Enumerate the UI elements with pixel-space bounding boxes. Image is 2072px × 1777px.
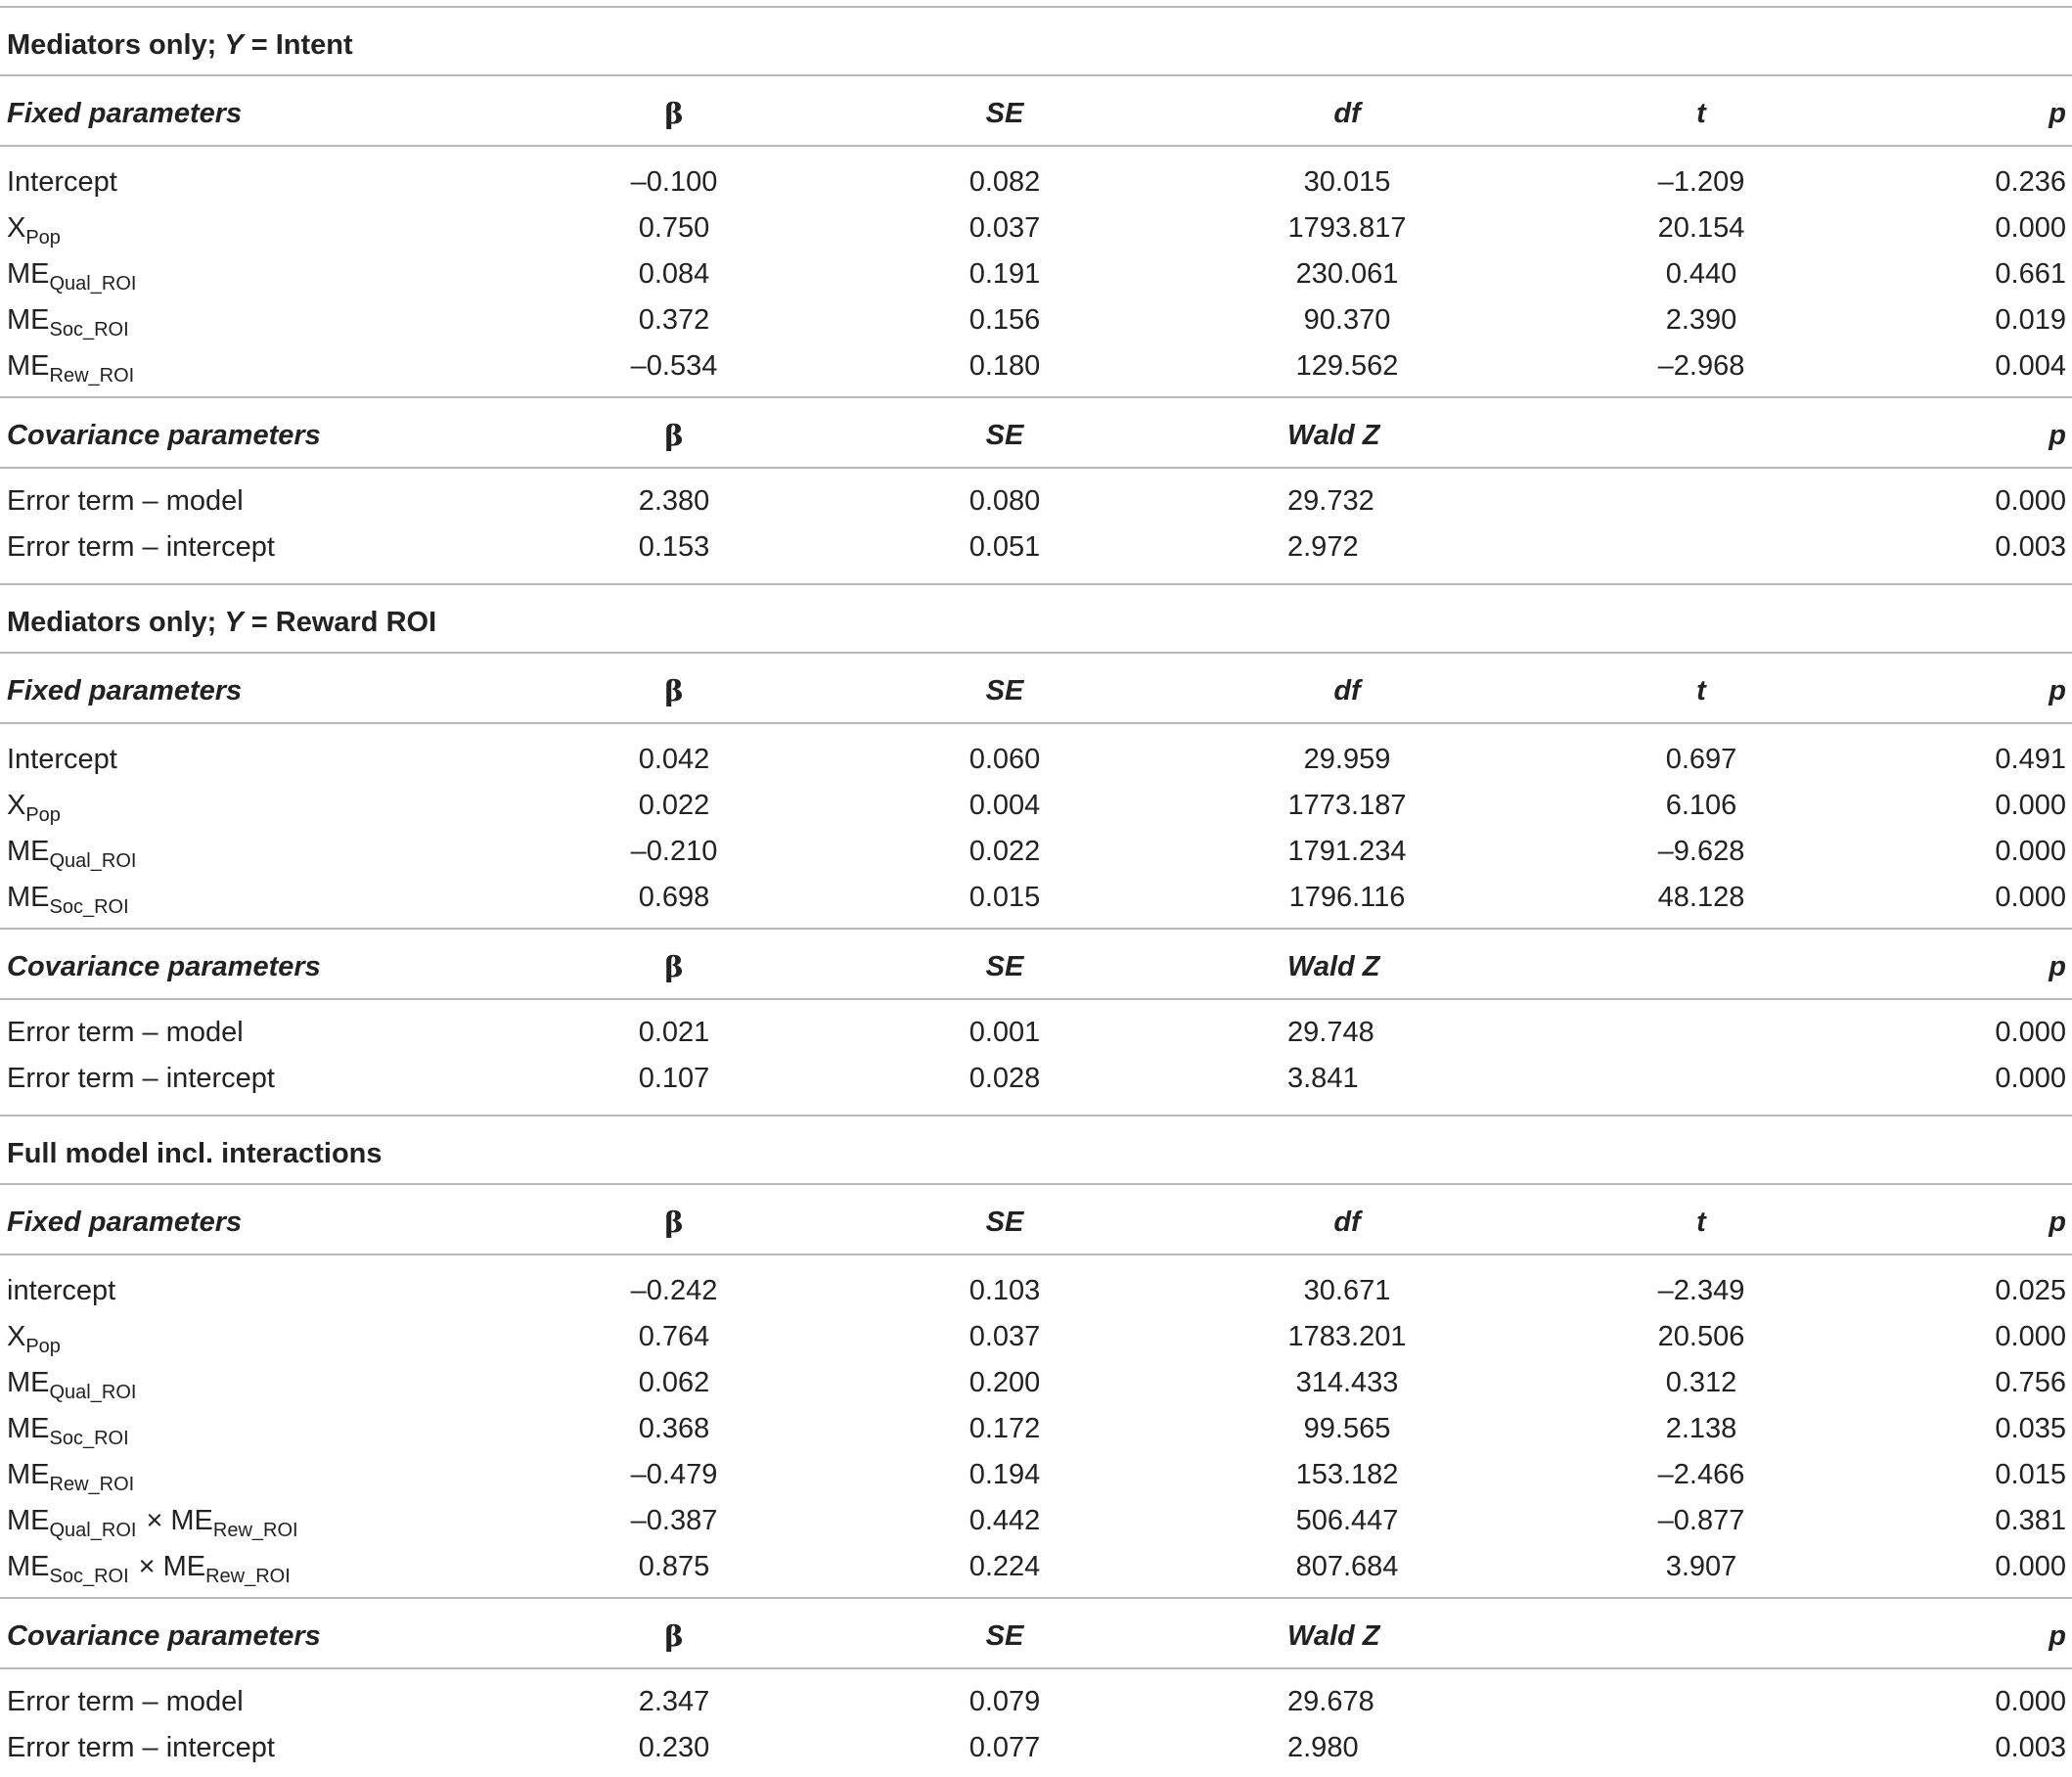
beta-value-text: 0.084 [638, 258, 710, 290]
section-title [7, 1119, 383, 1188]
error-term-label [7, 1679, 244, 1725]
section-title-prefix: Mediators only; [7, 29, 225, 61]
p-header-text: p [2049, 951, 2066, 982]
covariance-params-label [7, 933, 321, 1001]
df-value-text: 1796.116 [1288, 882, 1406, 913]
times-symbol: × [138, 1551, 156, 1582]
error-term-label [7, 1056, 275, 1102]
table-row [0, 159, 2072, 205]
parameter-main: ME [7, 1505, 50, 1536]
covariance-params-label-text: Covariance parameters [7, 951, 321, 982]
t-value-text: 0.697 [1665, 744, 1737, 775]
p-header-text: p [2049, 675, 2066, 706]
p-value-text: 0.381 [1995, 1505, 2066, 1536]
df-value-text: 99.565 [1303, 1413, 1391, 1444]
p-value [1995, 1010, 2066, 1056]
table-rule [0, 722, 2072, 724]
t-value-text: 0.312 [1665, 1367, 1737, 1398]
se-header-text: SE [985, 420, 1024, 451]
df-value-text: 1793.817 [1287, 212, 1407, 244]
parameter-main: intercept [7, 1275, 116, 1306]
section-title-variable: Y [224, 607, 244, 638]
t-value-text: 2.390 [1665, 304, 1737, 336]
df-value-text: 30.671 [1303, 1275, 1391, 1306]
parameter-label [7, 783, 61, 829]
df-value-text: 30.015 [1303, 166, 1391, 198]
df-value-text: 314.433 [1295, 1367, 1399, 1398]
beta-value-text: 0.764 [638, 1321, 710, 1352]
parameter-subscript: Rew_ROI [49, 365, 135, 387]
se-value-text: 0.022 [968, 836, 1041, 867]
df-value-text: 1773.187 [1287, 790, 1407, 821]
p-value-text: 0.003 [1995, 531, 2066, 563]
beta-value-text: 0.042 [638, 744, 710, 775]
fixed-params-label [7, 1188, 242, 1256]
parameter-label [7, 1406, 129, 1452]
section-title-row [0, 588, 2072, 657]
beta-header-text: β [664, 1619, 684, 1653]
beta-value-text: 0.698 [638, 882, 710, 913]
df-header-text: df [1333, 675, 1361, 706]
beta-value-text: 0.368 [638, 1413, 710, 1444]
df-header-text: df [1333, 98, 1361, 129]
p-value [1995, 205, 2066, 251]
covariance-params-label [7, 401, 321, 470]
beta-value-text: –0.210 [630, 836, 718, 867]
se-value-text: 0.028 [968, 1063, 1041, 1094]
parameter-main: X [7, 790, 26, 821]
table-rule [0, 1597, 2072, 1599]
parameter-subscript: Qual_ROI [49, 850, 137, 872]
covariance-params-label [7, 1602, 321, 1670]
df-value-text: 230.061 [1295, 258, 1399, 290]
beta-value-text: 0.372 [638, 304, 710, 336]
parameter-subscript: Rew_ROI [49, 1474, 135, 1495]
fixed-params-label-text: Fixed parameters [7, 98, 243, 129]
p-value-text: 0.004 [1995, 350, 2066, 382]
beta-value-text: –0.387 [630, 1505, 718, 1536]
beta-header-text: β [664, 950, 684, 983]
section-title [7, 588, 436, 657]
beta-value-text: –0.534 [630, 350, 718, 382]
beta-value-text: 2.380 [638, 485, 710, 517]
p-value [1995, 1406, 2066, 1452]
df-value-text: 153.182 [1295, 1459, 1399, 1490]
covariance-header-row [0, 1602, 2072, 1670]
table-row [0, 1725, 2072, 1771]
parameter-label [7, 829, 136, 875]
error-term-label-text: Error term – intercept [7, 531, 275, 563]
df-value-text: 29.959 [1303, 744, 1391, 775]
p-value [1995, 1725, 2066, 1771]
parameter-subscript: Soc_ROI [49, 1566, 129, 1587]
beta-header-text: β [664, 1206, 684, 1239]
p-value-text: 0.000 [1995, 882, 2066, 913]
t-value-text: 0.440 [1665, 258, 1737, 290]
section-title-suffix: = Reward ROI [243, 607, 437, 638]
t-value-text: –2.968 [1657, 350, 1745, 382]
fixed-header-row [0, 79, 2072, 148]
se-value-text: 0.103 [968, 1275, 1041, 1306]
error-term-label-text: Error term – intercept [7, 1063, 275, 1094]
beta-value-text: 2.347 [638, 1686, 710, 1717]
table-row [0, 1498, 2072, 1544]
wald-z-value-text: 29.748 [1287, 1017, 1374, 1048]
error-term-label [7, 524, 275, 570]
beta-value-text: 0.021 [638, 1017, 710, 1048]
covariance-header-row [0, 933, 2072, 1001]
p-header-text: p [2049, 1620, 2066, 1652]
section-title-prefix: Full model incl. interactions [7, 1138, 383, 1169]
p-header [2049, 657, 2066, 725]
error-term-label [7, 1725, 275, 1771]
wald-z-value [1287, 1725, 1359, 1771]
se-value-text: 0.079 [968, 1686, 1041, 1717]
df-value-text: 807.684 [1295, 1551, 1399, 1582]
wald-z-header-text: Wald Z [1287, 420, 1380, 451]
se-value-text: 0.194 [968, 1459, 1041, 1490]
wald-z-value [1287, 478, 1374, 524]
t-value-text: –2.466 [1657, 1459, 1745, 1490]
fixed-params-label [7, 79, 242, 148]
fixed-params-label-text: Fixed parameters [7, 675, 243, 706]
p-header-text: p [2049, 420, 2066, 451]
se-value-text: 0.037 [968, 1321, 1041, 1352]
df-value-text: 506.447 [1295, 1505, 1399, 1536]
p-value-text: 0.661 [1995, 258, 2066, 290]
t-value-text: 20.154 [1657, 212, 1745, 244]
wald-z-header [1287, 1602, 1380, 1670]
t-value-text: 20.506 [1657, 1321, 1745, 1352]
beta-value-text: 0.153 [638, 531, 710, 563]
se-value-text: 0.224 [968, 1551, 1041, 1582]
df-value-text: 90.370 [1303, 304, 1391, 336]
table-row [0, 343, 2072, 389]
p-value-text: 0.000 [1995, 1063, 2066, 1094]
wald-z-value-text: 2.980 [1287, 1732, 1359, 1763]
se-value-text: 0.180 [968, 350, 1041, 382]
parameter-main-2: ME [170, 1505, 213, 1536]
parameter-label [7, 1360, 136, 1406]
wald-z-value-text: 29.732 [1287, 485, 1374, 517]
parameter-main: ME [7, 258, 50, 290]
covariance-header-row [0, 401, 2072, 470]
table-rule [0, 583, 2072, 585]
table-row [0, 478, 2072, 524]
df-value-text: 1783.201 [1287, 1321, 1407, 1352]
parameter-label [7, 1314, 61, 1360]
table-row [0, 205, 2072, 251]
beta-value-text: 0.230 [638, 1732, 710, 1763]
t-value-text: –9.628 [1657, 836, 1745, 867]
t-value-text: –0.877 [1657, 1505, 1745, 1536]
section-title-suffix: = Intent [243, 29, 353, 61]
error-term-label [7, 1010, 244, 1056]
se-value-text: 0.015 [968, 882, 1041, 913]
table-rule [0, 145, 2072, 147]
p-value [1995, 251, 2066, 297]
fixed-header-row [0, 1188, 2072, 1256]
p-value-text: 0.000 [1995, 1686, 2066, 1717]
table-row [0, 1268, 2072, 1314]
parameter-main: ME [7, 1459, 50, 1490]
parameter-main-2: ME [162, 1551, 206, 1582]
se-value-text: 0.200 [968, 1367, 1041, 1398]
wald-z-value [1287, 1056, 1359, 1102]
se-value-text: 0.004 [968, 790, 1041, 821]
table-row [0, 1314, 2072, 1360]
parameter-main: ME [7, 1551, 50, 1582]
t-value-text: 6.106 [1665, 790, 1737, 821]
p-value-text: 0.000 [1995, 485, 2066, 517]
p-header-text: p [2049, 1207, 2066, 1238]
p-header [2049, 933, 2066, 1001]
parameter-subscript: Soc_ROI [49, 1428, 129, 1449]
t-value-text: –2.349 [1657, 1275, 1745, 1306]
t-value-text: 2.138 [1665, 1413, 1737, 1444]
table-row [0, 1406, 2072, 1452]
wald-z-header-text: Wald Z [1287, 1620, 1380, 1652]
p-value [1995, 1268, 2066, 1314]
p-value-text: 0.000 [1995, 212, 2066, 244]
parameter-main: ME [7, 836, 50, 867]
table-row [0, 783, 2072, 829]
p-value [1995, 343, 2066, 389]
section-title [7, 11, 353, 79]
wald-z-value-text: 2.972 [1287, 531, 1359, 563]
table-rule [0, 1115, 2072, 1116]
table-row [0, 829, 2072, 875]
se-value-text: 0.077 [968, 1732, 1041, 1763]
se-header-text: SE [985, 1207, 1024, 1238]
table-row [0, 1056, 2072, 1102]
parameter-subscript-2: Rew_ROI [205, 1566, 291, 1587]
table-row [0, 251, 2072, 297]
p-header-text: p [2049, 98, 2066, 129]
t-header-text: t [1696, 675, 1706, 706]
parameter-subscript: Soc_ROI [49, 896, 129, 918]
se-value-text: 0.060 [968, 744, 1041, 775]
p-value-text: 0.025 [1995, 1275, 2066, 1306]
se-header-text: SE [985, 675, 1024, 706]
parameter-label [7, 297, 129, 343]
parameter-label [7, 1498, 298, 1544]
p-value [1995, 524, 2066, 570]
p-value-text: 0.019 [1995, 304, 2066, 336]
p-value [1995, 875, 2066, 921]
parameter-label [7, 737, 117, 783]
wald-z-value-text: 3.841 [1287, 1063, 1359, 1094]
se-value-text: 0.051 [968, 531, 1041, 563]
parameter-label [7, 875, 129, 921]
error-term-label-text: Error term – model [7, 485, 244, 517]
wald-z-value [1287, 1010, 1374, 1056]
p-value-text: 0.003 [1995, 1732, 2066, 1763]
parameter-subscript: Pop [25, 1336, 61, 1357]
p-value [1995, 829, 2066, 875]
parameter-label [7, 1268, 115, 1314]
parameter-subscript: Soc_ROI [49, 319, 129, 341]
section-title-prefix: Mediators only; [7, 607, 225, 638]
t-header-text: t [1696, 98, 1706, 129]
fixed-params-label [7, 657, 242, 725]
t-value-text: –1.209 [1657, 166, 1745, 198]
se-value-text: 0.442 [968, 1505, 1041, 1536]
df-value-text: 129.562 [1295, 350, 1399, 382]
covariance-params-label-text: Covariance parameters [7, 420, 321, 451]
table-row [0, 737, 2072, 783]
p-value-text: 0.000 [1995, 1321, 2066, 1352]
table-rule [0, 396, 2072, 398]
table-row [0, 1544, 2072, 1590]
df-value-text: 1791.234 [1287, 836, 1407, 867]
se-header-text: SE [985, 98, 1024, 129]
covariance-params-label-text: Covariance parameters [7, 1620, 321, 1652]
parameter-subscript: Pop [25, 804, 61, 826]
error-term-label-text: Error term – intercept [7, 1732, 275, 1763]
p-value [1995, 1452, 2066, 1498]
wald-z-header [1287, 401, 1380, 470]
parameter-label [7, 343, 134, 389]
p-value-text: 0.236 [1995, 166, 2066, 198]
parameter-main: ME [7, 350, 50, 382]
table-rule [0, 928, 2072, 930]
se-value-text: 0.156 [968, 304, 1041, 336]
p-value-text: 0.491 [1995, 744, 2066, 775]
beta-header-text: β [664, 674, 684, 707]
table-rule [0, 74, 2072, 76]
wald-z-value-text: 29.678 [1287, 1686, 1374, 1717]
se-value-text: 0.080 [968, 485, 1041, 517]
parameter-label [7, 251, 136, 297]
parameter-main: ME [7, 1413, 50, 1444]
beta-header-text: β [664, 97, 684, 130]
beta-value-text: 0.750 [638, 212, 710, 244]
table-row [0, 1360, 2072, 1406]
p-header [2049, 1188, 2066, 1256]
p-value [1995, 297, 2066, 343]
parameter-subscript: Qual_ROI [49, 1520, 137, 1541]
se-header-text: SE [985, 1620, 1024, 1652]
p-value [1995, 478, 2066, 524]
parameter-main: X [7, 212, 26, 244]
table-rule [0, 1253, 2072, 1255]
error-term-label-text: Error term – model [7, 1017, 244, 1048]
table-row [0, 1679, 2072, 1725]
table-row [0, 1010, 2072, 1056]
wald-z-value [1287, 524, 1359, 570]
parameter-main: ME [7, 882, 50, 913]
section-title-variable: Y [224, 29, 244, 61]
parameter-subscript-2: Rew_ROI [212, 1520, 298, 1541]
parameter-label [7, 159, 117, 205]
parameter-main: Intercept [7, 744, 117, 775]
parameter-main: X [7, 1321, 26, 1352]
p-value [1995, 1056, 2066, 1102]
p-value-text: 0.000 [1995, 1017, 2066, 1048]
t-header-text: t [1696, 1207, 1706, 1238]
parameter-main: Intercept [7, 166, 117, 198]
wald-z-value [1287, 1679, 1374, 1725]
table-rule [0, 1667, 2072, 1669]
p-value [1995, 1498, 2066, 1544]
table-row [0, 297, 2072, 343]
p-value [1995, 783, 2066, 829]
parameter-subscript: Pop [25, 227, 61, 249]
p-value [1995, 1360, 2066, 1406]
p-header [2049, 79, 2066, 148]
p-value-text: 0.015 [1995, 1459, 2066, 1490]
p-header [2049, 401, 2066, 470]
parameter-main: ME [7, 1367, 50, 1398]
table-row [0, 875, 2072, 921]
beta-value-text: –0.242 [630, 1275, 718, 1306]
p-value [1995, 159, 2066, 205]
beta-value-text: 0.022 [638, 790, 710, 821]
se-value-text: 0.037 [968, 212, 1041, 244]
table-rule [0, 998, 2072, 1000]
table-rule [0, 1183, 2072, 1185]
parameter-label [7, 1452, 134, 1498]
parameter-label [7, 205, 61, 251]
beta-value-text: –0.100 [630, 166, 718, 198]
table-rule [0, 652, 2072, 654]
p-value [1995, 1314, 2066, 1360]
wald-z-header [1287, 933, 1380, 1001]
beta-header-text: β [664, 419, 684, 452]
se-value-text: 0.001 [968, 1017, 1041, 1048]
error-term-label-text: Error term – model [7, 1686, 244, 1717]
section-title-row [0, 11, 2072, 79]
p-value-text: 0.035 [1995, 1413, 2066, 1444]
p-value-text: 0.000 [1995, 836, 2066, 867]
se-value-text: 0.082 [968, 166, 1041, 198]
se-header-text: SE [985, 951, 1024, 982]
p-header [2049, 1602, 2066, 1670]
se-value-text: 0.172 [968, 1413, 1041, 1444]
fixed-params-label-text: Fixed parameters [7, 1207, 243, 1238]
table-rule [0, 6, 2072, 8]
wald-z-header-text: Wald Z [1287, 951, 1380, 982]
parameter-label [7, 1544, 291, 1590]
parameter-main: ME [7, 304, 50, 336]
t-value-text: 48.128 [1657, 882, 1745, 913]
p-value-text: 0.000 [1995, 1551, 2066, 1582]
beta-value-text: –0.479 [630, 1459, 718, 1490]
parameter-subscript: Qual_ROI [49, 273, 137, 295]
df-header-text: df [1333, 1207, 1361, 1238]
se-value-text: 0.191 [968, 258, 1041, 290]
beta-value-text: 0.875 [638, 1551, 710, 1582]
parameter-subscript: Qual_ROI [49, 1382, 137, 1403]
table-row [0, 524, 2072, 570]
table-row [0, 1452, 2072, 1498]
beta-value-text: 0.062 [638, 1367, 710, 1398]
p-value [1995, 737, 2066, 783]
section-title-row [0, 1119, 2072, 1188]
error-term-label [7, 478, 244, 524]
fixed-header-row [0, 657, 2072, 725]
beta-value-text: 0.107 [638, 1063, 710, 1094]
table-rule [0, 467, 2072, 469]
p-value [1995, 1544, 2066, 1590]
times-symbol: × [146, 1505, 163, 1536]
p-value [1995, 1679, 2066, 1725]
t-value-text: 3.907 [1665, 1551, 1737, 1582]
p-value-text: 0.756 [1995, 1367, 2066, 1398]
p-value-text: 0.000 [1995, 790, 2066, 821]
